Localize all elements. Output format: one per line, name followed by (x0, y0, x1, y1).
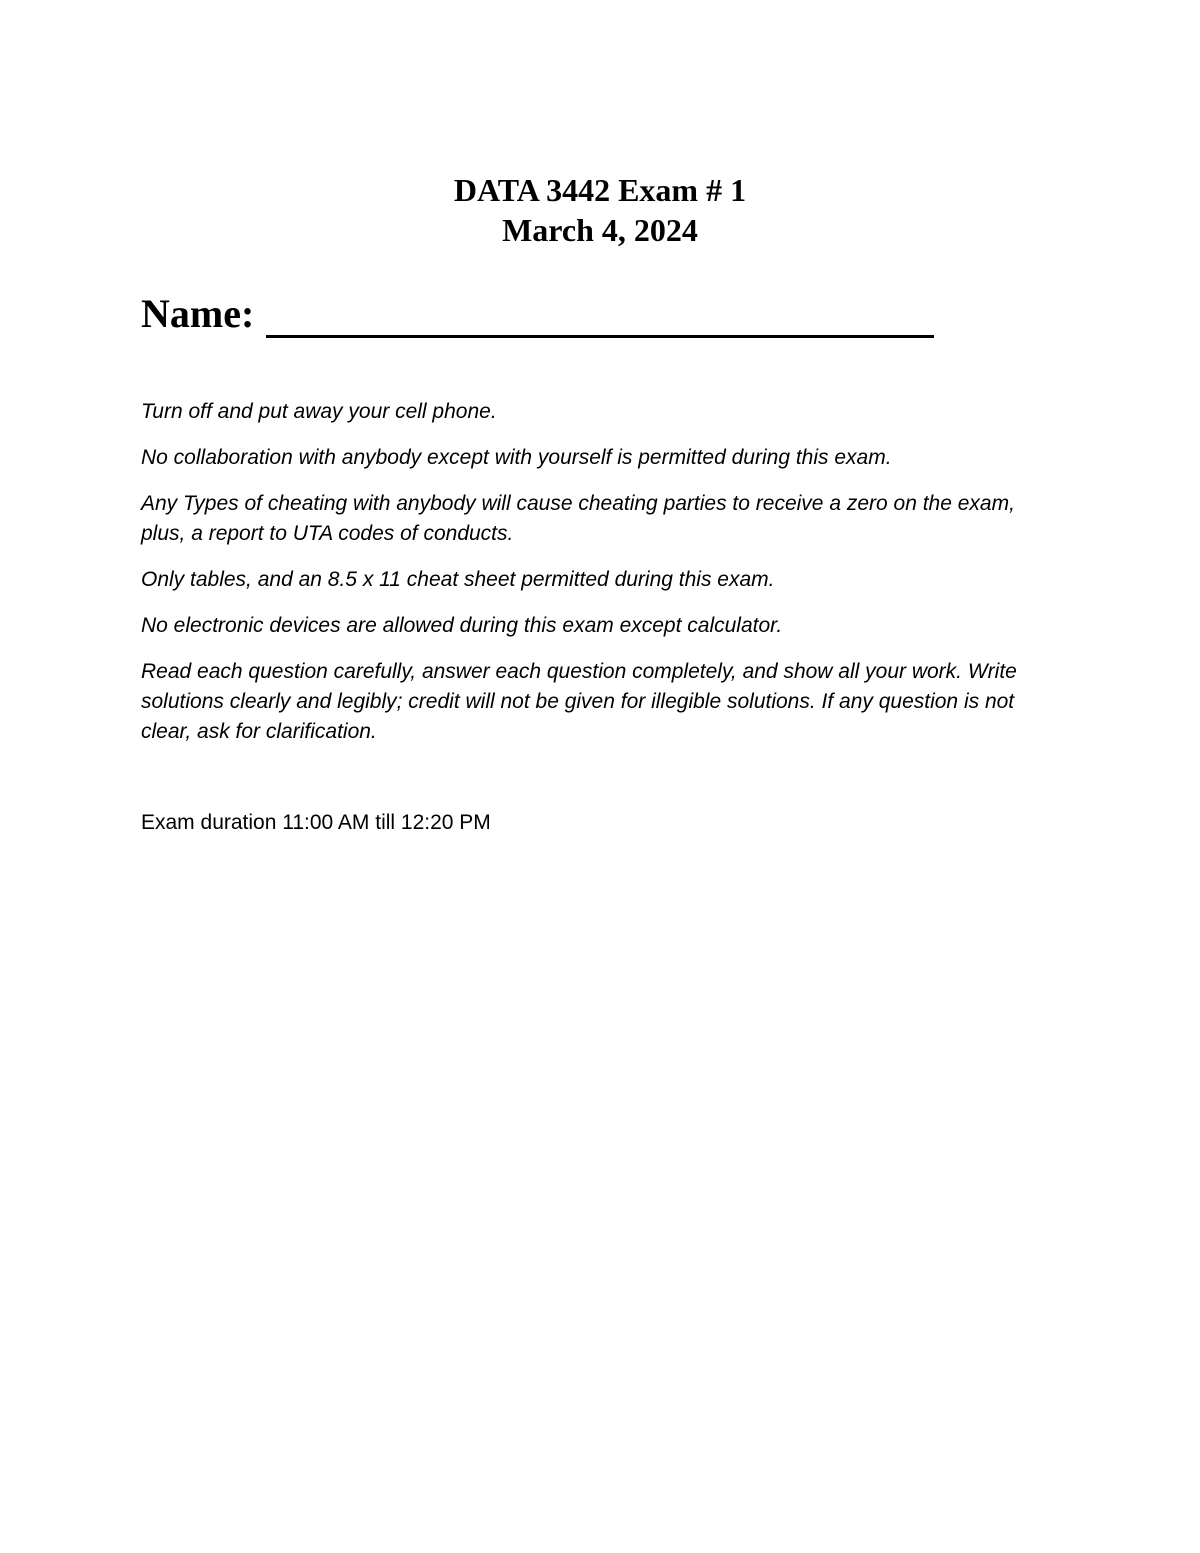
instructions-list (141, 397, 1061, 763)
name-label: Name: (141, 291, 255, 336)
instruction-item: Turn off and put away your cell phone. (141, 400, 497, 423)
exam-duration: Exam duration 11:00 AM till 12:20 PM (141, 811, 491, 834)
instruction-item: No collaboration with anybody except with yourself is permitted during this exam. (141, 446, 892, 469)
instruction-item: No electronic devices are allowed during this exam except calculator. (141, 614, 783, 637)
name-blank-line[interactable] (266, 294, 934, 338)
exam-header (0, 170, 1200, 250)
instruction-item: Only tables, and an 8.5 x 11 cheat sheet permitted during this exam. (141, 568, 775, 591)
exam-title: DATA 3442 Exam # 1 (453, 172, 747, 208)
exam-date: March 4, 2024 (502, 212, 698, 248)
instruction-item: Read each question carefully, answer each question completely, and show all your work. Write solutions clearly and legibly; credit will not be given for illegible solutions. If any question is not clear, ask for clarification. (141, 660, 1017, 743)
instruction-item: Any Types of cheating with anybody will cause cheating parties to receive a zero on the exam, plus, a report to UTA codes of conducts. (141, 492, 1015, 545)
name-field (141, 290, 934, 338)
